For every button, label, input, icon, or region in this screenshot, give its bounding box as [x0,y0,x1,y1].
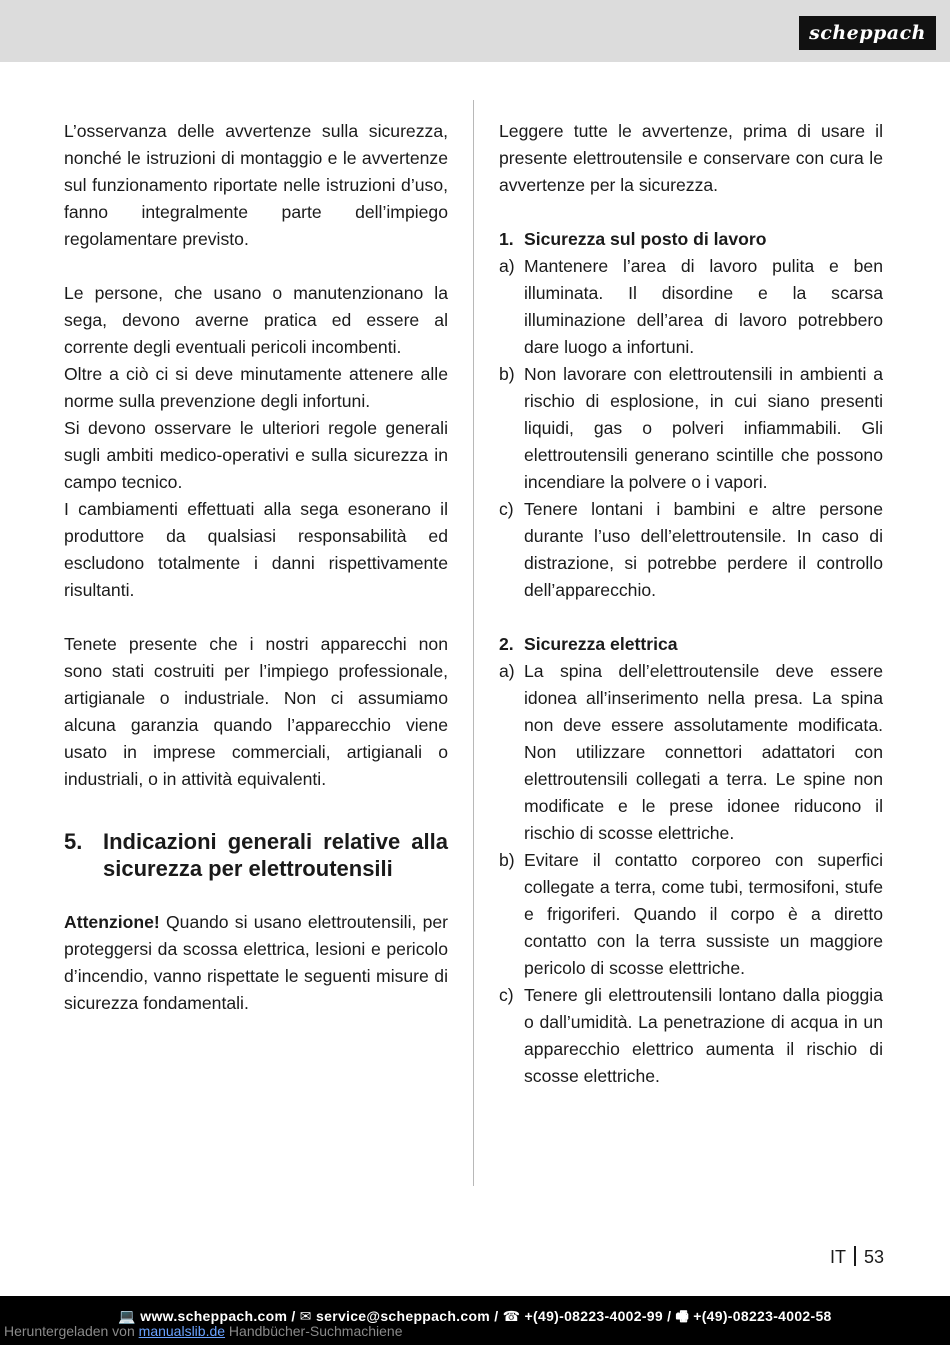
section-number: 5. [64,829,83,854]
attention-label: Attenzione! [64,912,160,932]
item-text: Evitare il contatto corporeo con superfici collegate a terra, come tubi, termosifoni, stufe e frigoriferi. Quando il corpo è a diretto contatto con la terra sussiste un maggiore pericolo di scosse elettriche. [524,850,883,978]
paragraph-modifications: I cambiamenti effettuati alla sega esonerano il produttore da qualsiasi responsabilità ed escludono totalmente i danni rispettivamente risultanti. [64,499,448,600]
section-2-heading [499,631,883,658]
list-item [499,253,883,361]
item-text: Tenere gli elettroutensili lontano dalla pioggia o dall’umidità. La penetrazione di acqua in un apparecchio elettrico aumenta il rischio di scosse elettriche. [524,985,883,1086]
paragraph-accident-prevention: Oltre a ciò ci si deve minutamente attenere alle norme sulla prevenzione degli infortuni. [64,364,448,411]
paragraph-warranty: Tenete presente che i nostri apparecchi non sono stati costruiti per l’impiego professionale, artigianale o industriale. Non ci assumiamo alcuna garanzia quando l’apparecchio viene usato in imprese commerciali, artigianali o industriali, o in attività equivalenti. [64,634,448,789]
language-code: IT [829,1247,846,1267]
section-title: Indicazioni generali relative alla sicurezza per elettroutensili [103,829,448,881]
item-label: b) [499,364,515,384]
brand-logo: scheppach [799,16,936,50]
paragraph-safety-compliance: L’osservanza delle avvertenze sulla sicurezza, nonché le istruzioni di montaggio e le avvertenze sul funzionamento riportate nelle istruzioni d’uso, fanno integralmente parte dell’impiego regolamentare previsto. [64,121,448,249]
column-divider [473,100,474,1186]
list-item [499,847,883,982]
footer-bar [0,1296,950,1345]
section-5-heading [64,828,448,882]
paragraph-operators: Le persone, che usano o manutenzionano la sega, devono averne pratica ed essere al corrente degli eventuali pericoli incombenti. [64,283,448,357]
section-number: 2. [499,634,514,654]
item-text: Tenere lontani i bambini e altre persone durante l’uso dell’elettroutensile. In caso di distrazione, si potrebbe perdere il controllo dell’apparecchio. [524,499,883,600]
item-text: Non lavorare con elettroutensili in ambienti a rischio di esplosione, in cui siano presenti liquidi, gas o polveri infiammabili. Gli elettroutensili generano scintille che possono incendiare la polvere o i vapori. [524,364,883,492]
section-1-heading [499,226,883,253]
section-number: 1. [499,229,514,249]
item-label: c) [499,499,514,519]
item-label: b) [499,850,515,870]
page-number-value: 53 [863,1247,884,1267]
section-title: Sicurezza elettrica [524,634,678,654]
item-label: a) [499,661,515,681]
left-column [64,118,448,1017]
item-text: La spina dell’elettroutensile deve essere idonea all’inserimento nella presa. La spina non deve essere assolutamente modificata. Non utilizzare connettori adattatori con elettroutensili collegati a terra. Le spine non modificate e le prese idonee riducono il rischio di scosse elettriche. [524,661,883,843]
list-item [499,496,883,604]
page-number-separator [854,1246,856,1266]
right-column [499,118,883,1090]
item-label: c) [499,985,514,1005]
list-item [499,361,883,496]
item-label: a) [499,256,515,276]
paragraph-general-rules: Si devono osservare le ulteriori regole generali sugli ambiti medico-operativi e sulla sicurezza in campo tecnico. [64,418,448,492]
attention-text: Quando si usano elettroutensili, per proteggersi da scossa elettrica, lesioni e pericolo d’incendio, vanno rispettate le seguenti misure di sicurezza fondamentali. [64,912,448,1013]
list-item [499,658,883,847]
paragraph-intro: Leggere tutte le avvertenze, prima di usare il presente elettroutensile e conservare con cura le avvertenze per la sicurezza. [499,121,883,195]
download-notice [4,1323,403,1339]
section-title: Sicurezza sul posto di lavoro [524,229,767,249]
page-number [830,1244,884,1270]
paragraph-attention [64,909,448,1017]
list-item [499,982,883,1090]
manualslib-link[interactable]: manualslib.de [138,1323,226,1339]
header-bar [0,0,950,62]
footer-contacts: 💻 www.scheppach.com / ✉ service@scheppach.com / ☎ +(49)-08223-4002-99 / 🖷 +(49)-08223-4002-58 [118,1308,832,1324]
download-prefix: Heruntergeladen von [4,1323,139,1339]
item-text: Mantenere l’area di lavoro pulita e ben illuminata. Il disordine e la scarsa illuminazione dell’area di lavoro potrebbero dare luogo a infortuni. [524,256,883,357]
download-suffix: Handbücher-Suchmachiene [225,1323,403,1339]
